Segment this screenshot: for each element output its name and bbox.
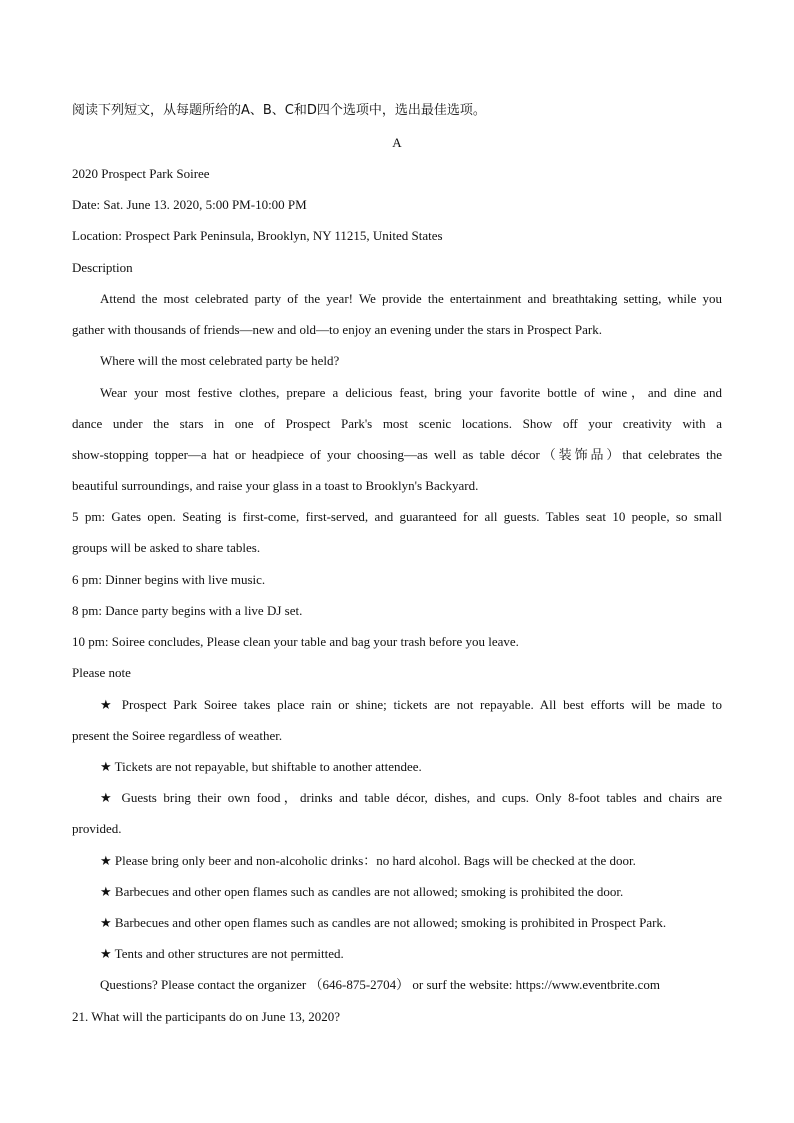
note-3-line-1: ★ Guests bring their own food，drinks and table décor, dishes, and cups. Only 8-foot tables and chairs are xyxy=(100,790,722,805)
note-3-line-2: provided. xyxy=(72,821,122,836)
paragraph-1-line-1: Attend the most celebrated party of the year! We provide the entertainment and breathtaking setting, while you xyxy=(100,291,722,306)
paragraph-3-line-2: dance under the stars in one of Prospect Park's most scenic locations. Show off your creativity with a xyxy=(72,416,722,431)
paragraph-2: Where will the most celebrated party be held? xyxy=(100,353,340,368)
question-21: 21. What will the participants do on June 13, 2020? xyxy=(72,1009,341,1024)
note-4: ★ Please bring only beer and non-alcoholic drinks：no hard alcohol. Bags will be checked at the door. xyxy=(100,853,636,868)
note-2: ★ Tickets are not repayable, but shiftable to another attendee. xyxy=(100,759,422,774)
paragraph-3-line-3: show-stopping topper—a hat or headpiece of your choosing—as well as table décor（装饰品）that celebrates the xyxy=(72,447,722,462)
note-6: ★ Barbecues and other open flames such as candles are not allowed; smoking is prohibited in Prospect Park. xyxy=(100,915,667,930)
note-7: ★ Tents and other structures are not permitted. xyxy=(100,946,344,961)
schedule-6pm: 6 pm: Dinner begins with live music. xyxy=(72,572,266,587)
section-label: A xyxy=(392,135,402,150)
paragraph-3-line-1: Wear your most festive clothes, prepare a delicious feast, bring your favorite bottle of wine，and dine and xyxy=(100,385,722,400)
schedule-5pm-line-2: groups will be asked to share tables. xyxy=(72,540,261,555)
event-location: Location: Prospect Park Peninsula, Brooklyn, NY 11215, United States xyxy=(72,228,443,243)
schedule-5pm-line-1: 5 pm: Gates open. Seating is first-come, first-served, and guaranteed for all guests. Tables seat 10 people, so small xyxy=(72,509,722,524)
notes-heading: Please note xyxy=(72,665,131,680)
schedule-8pm: 8 pm: Dance party begins with a live DJ set. xyxy=(72,603,303,618)
paragraph-1-line-2: gather with thousands of friends—new and old—to enjoy an evening under the stars in Prospect Park. xyxy=(72,322,602,337)
note-5: ★ Barbecues and other open flames such as candles are not allowed; smoking is prohibited the door. xyxy=(100,884,624,899)
note-1-line-1: ★ Prospect Park Soiree takes place rain or shine; tickets are not repayable. All best efforts will be made to xyxy=(100,697,722,712)
paragraph-3-line-4: beautiful surroundings, and raise your glass in a toast to Brooklyn's Backyard. xyxy=(72,478,479,493)
instruction: 阅读下列短文，从每题所给的A、B、C和D四个选项中，选出最佳选项。 xyxy=(72,103,486,118)
contact-info: Questions? Please contact the organizer （646-875-2704） or surf the website: https://www.eventbrite.com xyxy=(100,977,660,992)
event-date: Date: Sat. June 13. 2020, 5:00 PM-10:00 PM xyxy=(72,197,307,212)
schedule-10pm: 10 pm: Soiree concludes, Please clean your table and bag your trash before you leave. xyxy=(72,634,519,649)
description-heading: Description xyxy=(72,260,133,275)
note-1-line-2: present the Soiree regardless of weather. xyxy=(72,728,283,743)
event-title: 2020 Prospect Park Soiree xyxy=(72,166,210,181)
